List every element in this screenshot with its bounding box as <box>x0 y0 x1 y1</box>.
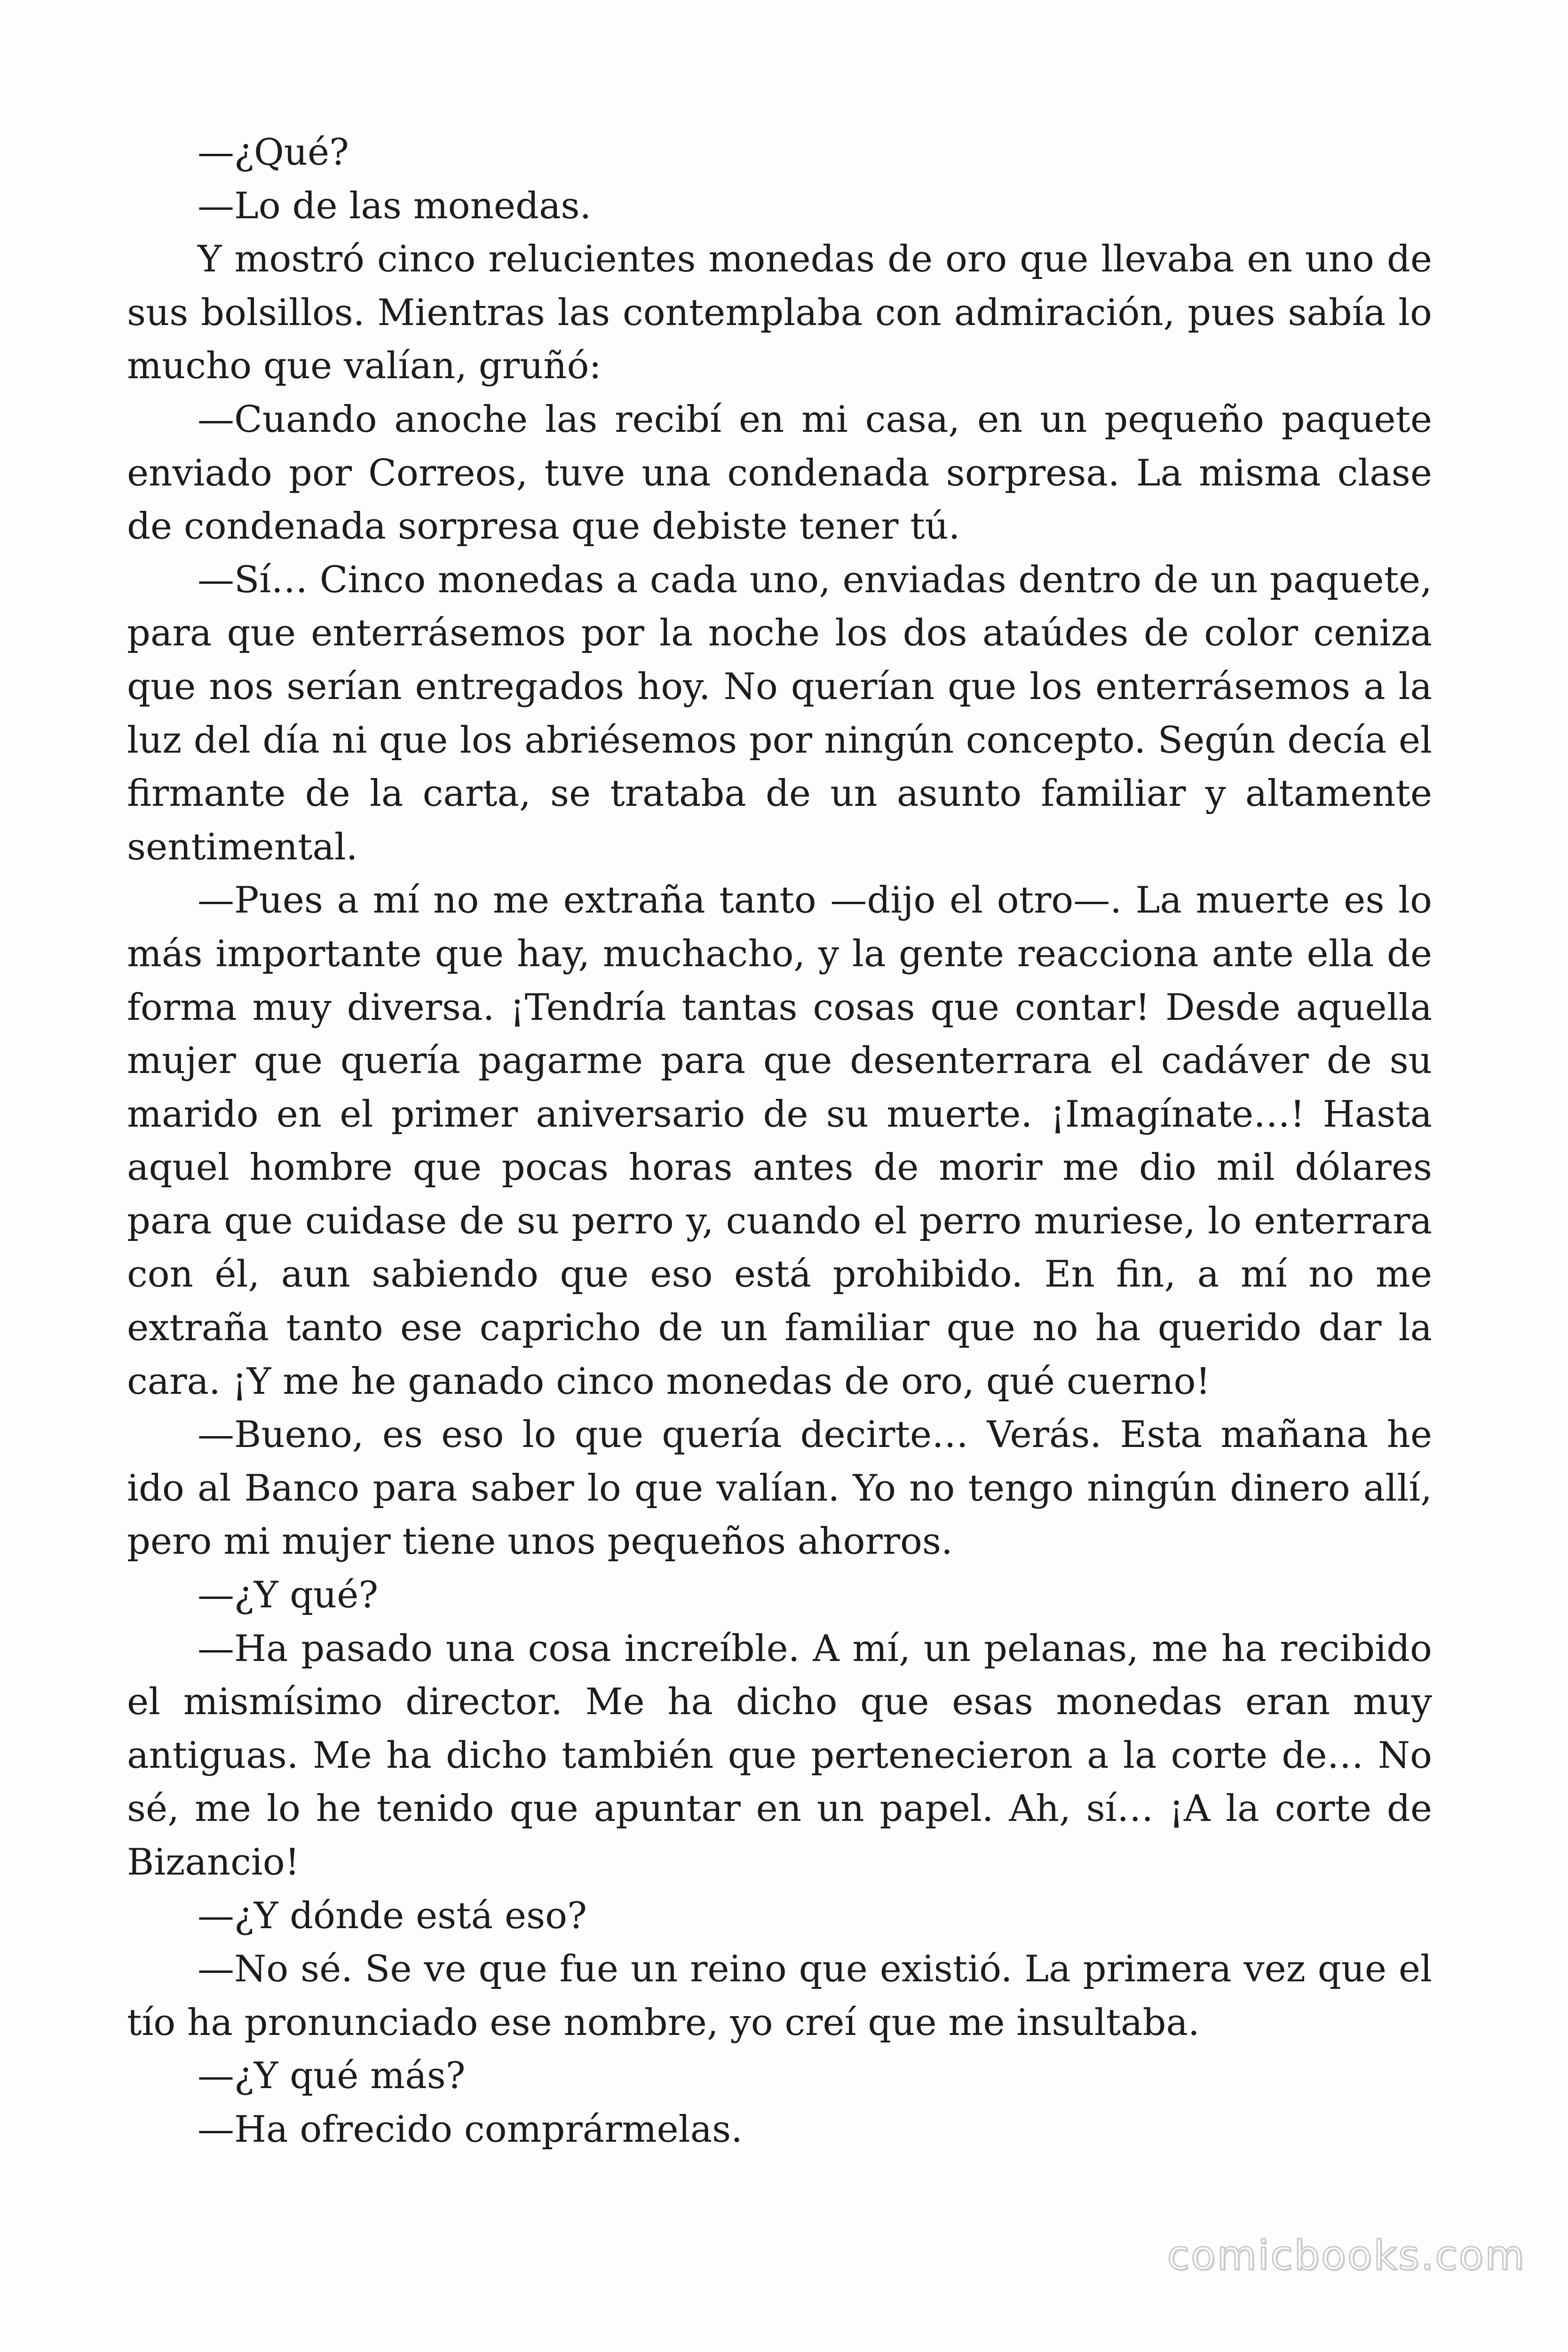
paragraph: —Ha ofrecido comprármelas. <box>198 2108 743 2151</box>
paragraph: —¿Y qué? <box>198 1574 379 1617</box>
paragraph: —¿Qué? <box>198 131 349 174</box>
paragraph: —Sí… Cinco monedas a cada uno, enviadas dentro de un paquete, para que enterrásemos por la noche los dos ataúdes de color ceniza que nos serían entregados hoy. No querían que los enterrásemos a la luz del día ni que los abriésemos por ningún concepto. Según decía el firmante de la carta, se trataba de un asunto familiar y altamente sentimental. <box>127 558 1432 868</box>
paragraph: —Lo de las monedas. <box>198 184 592 227</box>
paragraph: —Ha pasado una cosa increíble. A mí, un pelanas, me ha recibido el mismísimo director. Me ha dicho que esas monedas eran muy antiguas. Me ha dicho también que pertenecieron a la corte de… No sé, me lo he tenido que apuntar en un papel. Ah, sí… ¡A la corte de Bizancio! <box>127 1627 1432 1883</box>
paragraph: —¿Y qué más? <box>198 2055 466 2098</box>
body-text <box>127 126 1432 2157</box>
paragraph: —Pues a mí no me extraña tanto —dijo el otro—. La muerte es lo más importante que hay, muchacho, y la gente reacciona ante ella de forma muy diversa. ¡Tendría tantas cosas que contar! Desde aquella mujer que quería pagarme para que desenterrara el cadáver de su marido en el primer aniversario de su muerte. ¡Imagínate…! Hasta aquel hombre que pocas horas antes de morir me dio mil dólares para que cuidase de su perro y, cuando el perro muriese, lo enterrara con él, aun sabiendo que eso está prohibido. En fin, a mí no me extraña tanto ese capricho de un familiar que no ha querido dar la cara. ¡Y me he ganado cinco monedas de oro, qué cuerno! <box>127 879 1432 1403</box>
paragraph: —¿Y dónde está eso? <box>198 1894 587 1937</box>
paragraph: Y mostró cinco relucientes monedas de oro que llevaba en uno de sus bolsillos. Mientras las contemplaba con admiración, pues sabía lo mucho que valían, gruñó: <box>127 238 1432 388</box>
watermark: comicbooks.com <box>1167 2232 1526 2279</box>
paragraph: —Cuando anoche las recibí en mi casa, en un pequeño paquete enviado por Correos, tuve una condenada sorpresa. La misma clase de condenada sorpresa que debiste tener tú. <box>127 398 1432 548</box>
paragraph: —No sé. Se ve que fue un reino que existió. La primera vez que el tío ha pronunciado ese nombre, yo creí que me insultaba. <box>127 1948 1432 2044</box>
paragraph: —Bueno, es eso lo que quería decirte… Verás. Esta mañana he ido al Banco para saber lo que valían. Yo no tengo ningún dinero allí, pero mi mujer tiene unos pequeños ahorros. <box>127 1414 1432 1563</box>
